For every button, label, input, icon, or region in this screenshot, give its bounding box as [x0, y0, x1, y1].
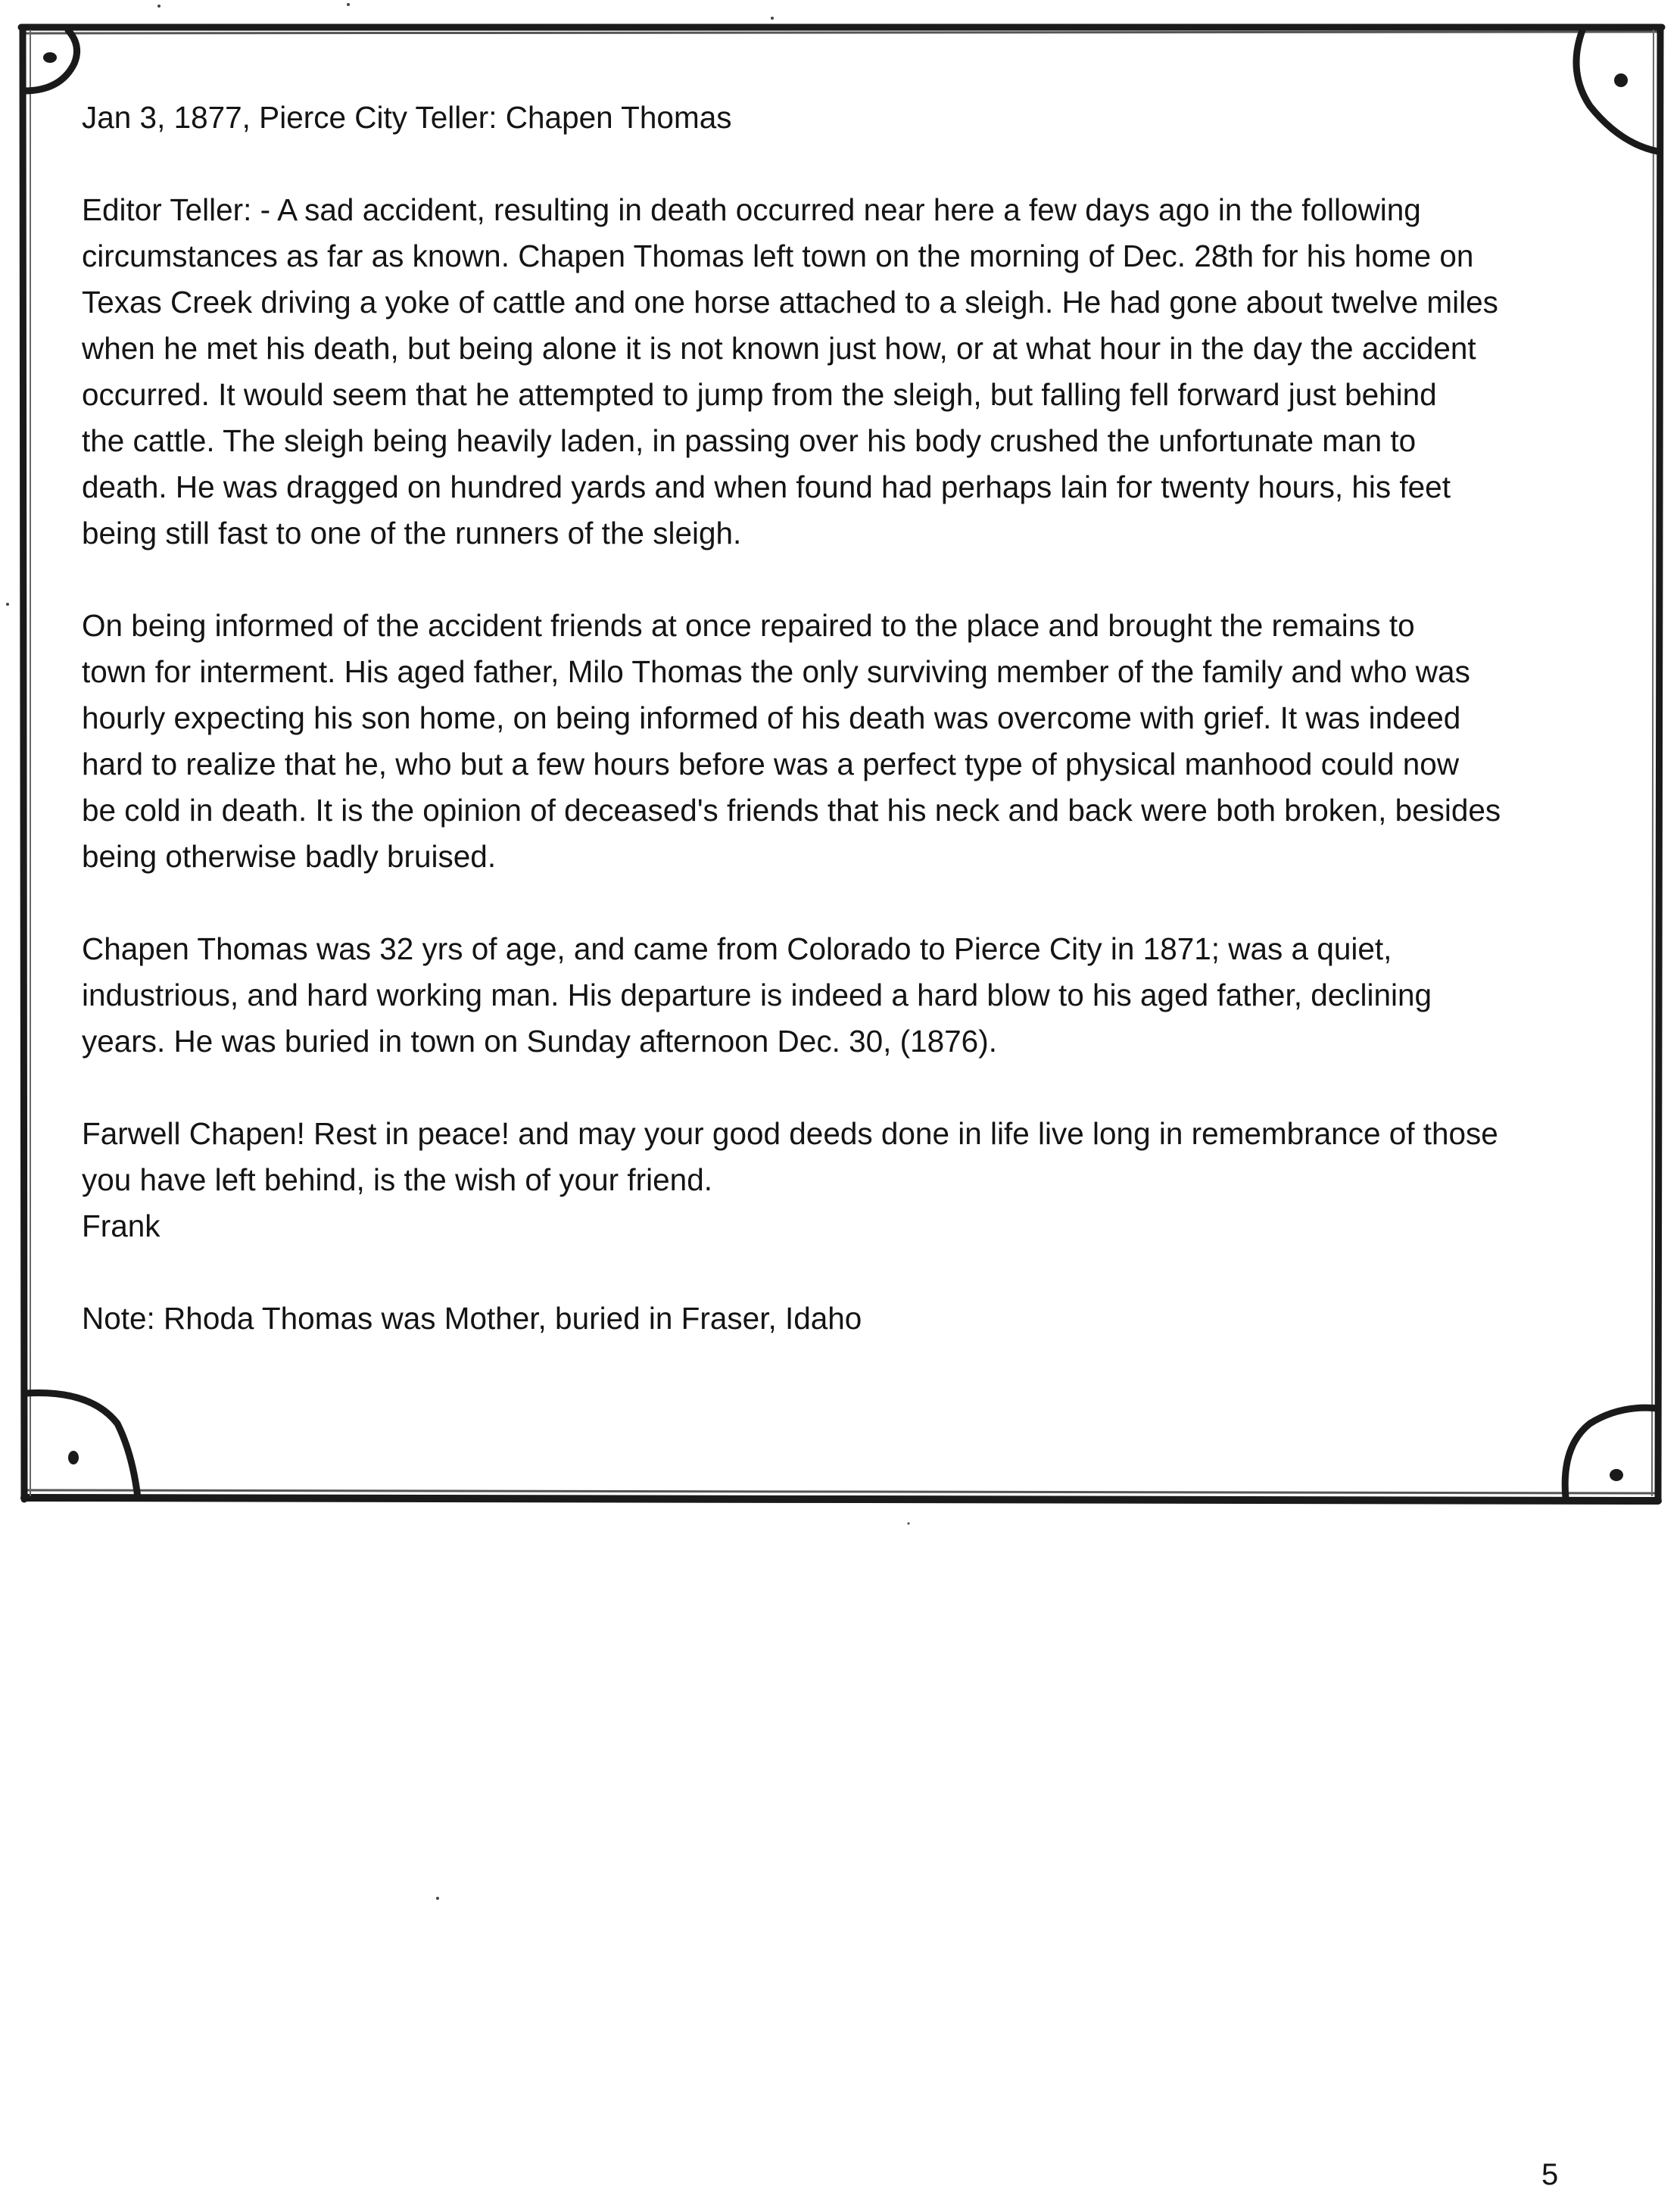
page-number: 5	[1541, 2158, 1559, 2191]
text-line: On being informed of the accident friends at once repaired to the place and brought the remains to	[82, 608, 1415, 643]
text-line: town for interment. His aged father, Milo Thomas the only surviving member of the family and who was	[82, 654, 1470, 689]
letter-content	[82, 95, 1581, 1342]
corner-ornament-bottom-right	[1565, 1408, 1658, 1498]
text-line: Texas Creek driving a yoke of cattle and one horse attached to a sleigh. He had gone about twelve miles	[82, 285, 1498, 320]
paragraph-interment	[82, 603, 1581, 880]
text-line: death. He was dragged on hundred yards and when found had perhaps lain for twenty hours, his feet	[82, 469, 1451, 504]
text-line: Editor Teller: - A sad accident, resulting in death occurred near here a few days ago in the following	[82, 192, 1421, 227]
note: Note: Rhoda Thomas was Mother, buried in Fraser, Idaho	[82, 1301, 862, 1336]
text-line: circumstances as far as known. Chapen Thomas left town on the morning of Dec. 28th for his home on	[82, 239, 1474, 273]
text-line: hard to realize that he, who but a few hours before was a perfect type of physical manhood could now	[82, 747, 1460, 781]
paragraph-farewell	[82, 1111, 1581, 1249]
text-line: you have left behind, is the wish of your friend.	[82, 1162, 712, 1197]
text-line: be cold in death. It is the opinion of deceased's friends that his neck and back were both broken, besides	[82, 793, 1501, 828]
letter-title: Jan 3, 1877, Pierce City Teller: Chapen Thomas	[82, 100, 732, 135]
text-line: being otherwise badly bruised.	[82, 839, 497, 874]
paragraph-biography	[82, 926, 1581, 1065]
corner-ornament-top-right	[1576, 30, 1658, 151]
text-line: when he met his death, but being alone it is not known just how, or at what hour in the day the accident	[82, 331, 1476, 366]
text-line: years. He was buried in town on Sunday afternoon Dec. 30, (1876).	[82, 1024, 997, 1059]
corner-ornament-top-left	[24, 30, 77, 91]
text-line: the cattle. The sleigh being heavily laden, in passing over his body crushed the unfortunate man to	[82, 423, 1417, 458]
text-line: hourly expecting his son home, on being informed of his death was overcome with grief. It was indeed	[82, 700, 1461, 735]
text-line: occurred. It would seem that he attempted to jump from the sleigh, but falling fell forward just behind	[82, 377, 1437, 412]
text-line: industrious, and hard working man. His departure is indeed a hard blow to his aged father, declining	[82, 978, 1432, 1012]
paragraph-accident	[82, 187, 1581, 557]
text-line: Farwell Chapen! Rest in peace! and may your good deeds done in life live long in remembrance of those	[82, 1116, 1498, 1151]
corner-ornament-bottom-left	[26, 1393, 138, 1499]
text-line: Chapen Thomas was 32 yrs of age, and came from Colorado to Pierce City in 1871; was a quiet,	[82, 931, 1392, 966]
signature: Frank	[82, 1208, 161, 1243]
text-line: being still fast to one of the runners of the sleigh.	[82, 516, 742, 550]
